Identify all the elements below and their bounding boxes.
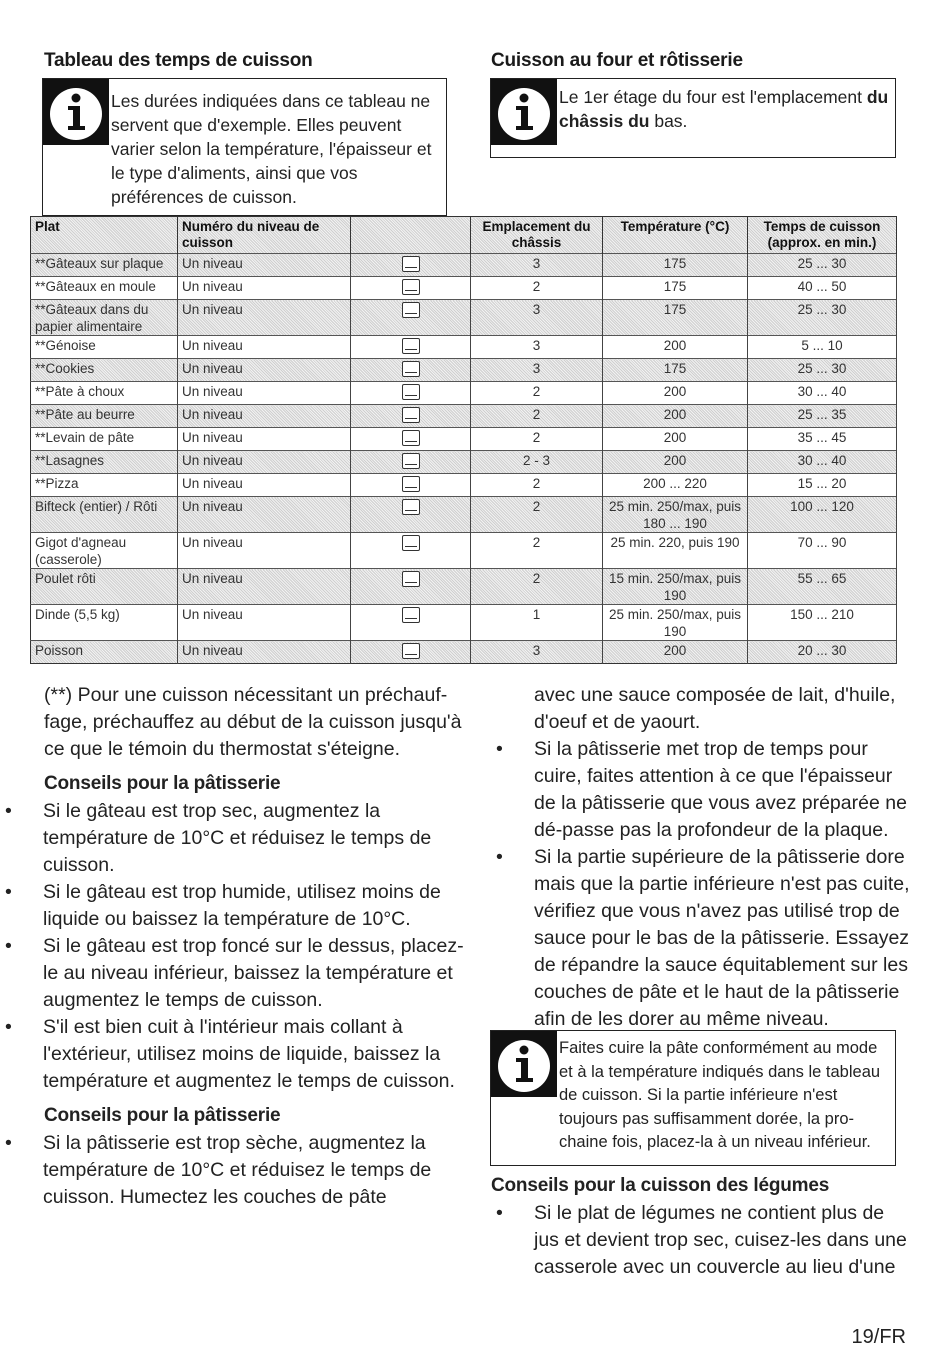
cell-temperature: 175 (603, 277, 748, 300)
cell-tray-icon (351, 451, 471, 474)
cell-tray-icon (351, 336, 471, 359)
list-item: • Si le gâteau est trop foncé sur le dessus, placez-le au niveau inférieur, baissez la température et augmentez le temps de cuisson. (0, 933, 464, 1014)
cell-shelf: 2 (471, 382, 603, 405)
info-text-part: Le 1er étage du four est l'emplacement (559, 87, 867, 107)
cell-temperature: 200 ... 220 (603, 474, 748, 497)
cell-temperature: 175 (603, 254, 748, 277)
info-box-oven-shelf (490, 78, 896, 158)
cooking-times-table (30, 216, 897, 664)
table-row (31, 382, 897, 405)
header-icon (351, 217, 471, 254)
info-box-cooking-times (42, 78, 447, 216)
cell-shelf: 2 - 3 (471, 451, 603, 474)
cell-shelf: 3 (471, 254, 603, 277)
left-section-title: Tableau des temps de cuisson (44, 50, 313, 71)
oven-tray-icon (402, 607, 420, 623)
list-item: • Si la pâtisserie met trop de temps pour cuire, faites attention à ce que l'épaisseur de la pâtisserie que vous avez préparée ne dé-passe pas la profondeur de la plaque. (491, 736, 911, 844)
oven-tray-icon (402, 476, 420, 492)
cell-dish: **Pâte au beurre (31, 405, 178, 428)
oven-tray-icon (402, 407, 420, 423)
info-text-bold: du châssis du (559, 87, 889, 131)
info-text-dough: Faites cuire la pâte conformément au mode et à la température indiqués dans le tableau de cuisson. Si la partie inférieure n'est toujours pas suffisamment dorée, la pro-chaine fois, placez-la à un niveau inférieur. (559, 1039, 881, 1151)
oven-tray-icon (402, 499, 420, 515)
cell-level: Un niveau (178, 497, 351, 533)
table-header-row (31, 217, 897, 254)
left-column (44, 682, 464, 1211)
cell-level: Un niveau (178, 428, 351, 451)
oven-tray-icon (402, 453, 420, 469)
cell-shelf: 2 (471, 569, 603, 605)
info-text-cooking-times: Les durées indiquées dans ce tableau ne servent que d'exemple. Elles peuvent varier selon la température, l'épaisseur et le type d'aliments, ainsi que vos préférences de cuisson. (111, 91, 432, 207)
section2-title: Conseils pour la pâtisserie (44, 1105, 281, 1126)
cell-dish: Gigot d'agneau (casserole) (31, 533, 178, 569)
table-row (31, 569, 897, 605)
cell-level: Un niveau (178, 405, 351, 428)
cell-time: 30 ... 40 (748, 382, 897, 405)
info-text-oven-shelf (559, 85, 889, 133)
cell-level: Un niveau (178, 359, 351, 382)
right-section-title: Cuisson au four et rôtisserie (491, 50, 743, 71)
cell-shelf: 2 (471, 497, 603, 533)
cell-tray-icon (351, 405, 471, 428)
cell-temperature: 200 (603, 451, 748, 474)
table-row (31, 405, 897, 428)
header-temperature: Température (°C) (603, 217, 748, 254)
table-row (31, 533, 897, 569)
table-row (31, 254, 897, 277)
table-row (31, 277, 897, 300)
section1-list (0, 798, 464, 1095)
list-item: • Si la pâtisserie est trop sèche, augmentez la température de 10°C et réduisez le temps de cuisson. Humectez les couches de pâte (0, 1130, 464, 1211)
list-item: • S'il est bien cuit à l'intérieur mais collant à l'extérieur, utilisez moins de liquide, baissez la température et augmentez le temps de cuisson. (0, 1014, 464, 1095)
cell-temperature: 25 min. 250/max, puis 180 ... 190 (603, 497, 748, 533)
cell-tray-icon (351, 474, 471, 497)
cell-tray-icon (351, 277, 471, 300)
oven-tray-icon (402, 338, 420, 354)
cell-level: Un niveau (178, 336, 351, 359)
cell-shelf: 2 (471, 428, 603, 451)
info-icon (43, 79, 109, 145)
cell-level: Un niveau (178, 533, 351, 569)
section2-list-right (491, 736, 911, 1033)
cell-dish: Poisson (31, 641, 178, 664)
list-item: • Si le plat de légumes ne contient plus de jus et devient trop sec, cuisez-les dans une casserole avec un couvercle au lieu d'une (491, 1200, 911, 1281)
cell-temperature: 200 (603, 336, 748, 359)
cell-tray-icon (351, 300, 471, 336)
table-row (31, 451, 897, 474)
oven-tray-icon (402, 643, 420, 659)
cell-dish: Poulet rôti (31, 569, 178, 605)
cell-tray-icon (351, 497, 471, 533)
right-column (491, 682, 911, 1033)
vegetables-section (491, 1172, 911, 1281)
cell-tray-icon (351, 359, 471, 382)
cell-time: 35 ... 45 (748, 428, 897, 451)
cell-dish: **Génoise (31, 336, 178, 359)
cell-shelf: 3 (471, 641, 603, 664)
cell-tray-icon (351, 569, 471, 605)
cell-time: 150 ... 210 (748, 605, 897, 641)
cell-dish: Bifteck (entier) / Rôti (31, 497, 178, 533)
cell-tray-icon (351, 382, 471, 405)
oven-tray-icon (402, 535, 420, 551)
cell-dish: Dinde (5,5 kg) (31, 605, 178, 641)
cell-time: 25 ... 30 (748, 359, 897, 382)
cell-temperature: 25 min. 250/max, puis 190 (603, 605, 748, 641)
cell-time: 20 ... 30 (748, 641, 897, 664)
table-row (31, 474, 897, 497)
cell-time: 100 ... 120 (748, 497, 897, 533)
cell-temperature: 200 (603, 641, 748, 664)
table-row (31, 428, 897, 451)
oven-tray-icon (402, 571, 420, 587)
cell-time: 5 ... 10 (748, 336, 897, 359)
oven-tray-icon (402, 256, 420, 272)
footnote: (**) Pour une cuisson nécessitant un préchauf-fage, préchauffez au début de la cuisson jusqu'à ce que le témoin du thermostat s'éteigne. (44, 684, 462, 760)
cell-level: Un niveau (178, 569, 351, 605)
cell-dish: **Cookies (31, 359, 178, 382)
cell-time: 55 ... 65 (748, 569, 897, 605)
cell-temperature: 200 (603, 428, 748, 451)
header-shelf: Emplacement du châssis (471, 217, 603, 254)
oven-tray-icon (402, 384, 420, 400)
table-row (31, 605, 897, 641)
info-box-dough (490, 1030, 896, 1166)
cell-dish: **Gâteaux sur plaque (31, 254, 178, 277)
cell-shelf: 3 (471, 300, 603, 336)
cell-time: 25 ... 30 (748, 254, 897, 277)
cell-level: Un niveau (178, 277, 351, 300)
cell-time: 25 ... 35 (748, 405, 897, 428)
list-item: • Si la partie supérieure de la pâtisserie dore mais que la partie inférieure n'est pas cuite, vérifiez que vous n'avez pas utilisé trop de sauce pour le bas de la pâtisserie. Essayez de répandre la sauce équitablement sur les couches de pâte et le haut de la pâtisserie afin de les dorer au même niveau. (491, 844, 911, 1033)
cell-temperature: 25 min. 220, puis 190 (603, 533, 748, 569)
cell-temperature: 175 (603, 300, 748, 336)
oven-tray-icon (402, 361, 420, 377)
info-icon (491, 1031, 557, 1097)
cell-temperature: 200 (603, 405, 748, 428)
cell-tray-icon (351, 428, 471, 451)
table-row (31, 497, 897, 533)
cell-tray-icon (351, 605, 471, 641)
cell-level: Un niveau (178, 254, 351, 277)
section1-title: Conseils pour la pâtisserie (44, 773, 281, 794)
cell-dish: **Pizza (31, 474, 178, 497)
cell-dish: **Gâteaux dans du papier alimentaire (31, 300, 178, 336)
oven-tray-icon (402, 279, 420, 295)
header-time: Temps de cuisson (approx. en min.) (748, 217, 897, 254)
cell-time: 25 ... 30 (748, 300, 897, 336)
oven-tray-icon (402, 302, 420, 318)
cell-time: 70 ... 90 (748, 533, 897, 569)
cell-dish: **Gâteaux en moule (31, 277, 178, 300)
cell-level: Un niveau (178, 641, 351, 664)
cell-shelf: 2 (471, 533, 603, 569)
cell-shelf: 1 (471, 605, 603, 641)
cell-temperature: 15 min. 250/max, puis 190 (603, 569, 748, 605)
cell-dish: **Pâte à choux (31, 382, 178, 405)
cell-temperature: 200 (603, 382, 748, 405)
cell-dish: **Lasagnes (31, 451, 178, 474)
info-icon (491, 79, 557, 145)
page-number: 19/FR (851, 1326, 906, 1348)
list-item: • Si le gâteau est trop humide, utilisez moins de liquide ou baissez la température de 10°C. (0, 879, 464, 933)
section2-continuation: avec une sauce composée de lait, d'huile, d'oeuf et de yaourt. (534, 684, 896, 733)
cell-dish: **Levain de pâte (31, 428, 178, 451)
section3-list (491, 1200, 911, 1281)
cell-level: Un niveau (178, 451, 351, 474)
table-row (31, 641, 897, 664)
section2-list-left (0, 1130, 464, 1211)
info-text-part: bas. (649, 111, 688, 131)
cell-temperature: 175 (603, 359, 748, 382)
oven-tray-icon (402, 430, 420, 446)
cell-level: Un niveau (178, 300, 351, 336)
cell-level: Un niveau (178, 474, 351, 497)
cell-tray-icon (351, 533, 471, 569)
table-row (31, 300, 897, 336)
cell-time: 30 ... 40 (748, 451, 897, 474)
cell-tray-icon (351, 641, 471, 664)
header-dish: Plat (31, 217, 178, 254)
cell-shelf: 2 (471, 405, 603, 428)
table-row (31, 359, 897, 382)
cell-time: 40 ... 50 (748, 277, 897, 300)
cell-level: Un niveau (178, 605, 351, 641)
list-item: • Si le gâteau est trop sec, augmentez la température de 10°C et réduisez le temps de cuisson. (0, 798, 464, 879)
cell-tray-icon (351, 254, 471, 277)
cell-time: 15 ... 20 (748, 474, 897, 497)
cell-shelf: 3 (471, 359, 603, 382)
section3-title: Conseils pour la cuisson des légumes (491, 1175, 830, 1196)
header-level: Numéro du niveau de cuisson (178, 217, 351, 254)
cell-shelf: 3 (471, 336, 603, 359)
cell-shelf: 2 (471, 277, 603, 300)
cell-level: Un niveau (178, 382, 351, 405)
table-row (31, 336, 897, 359)
cell-shelf: 2 (471, 474, 603, 497)
